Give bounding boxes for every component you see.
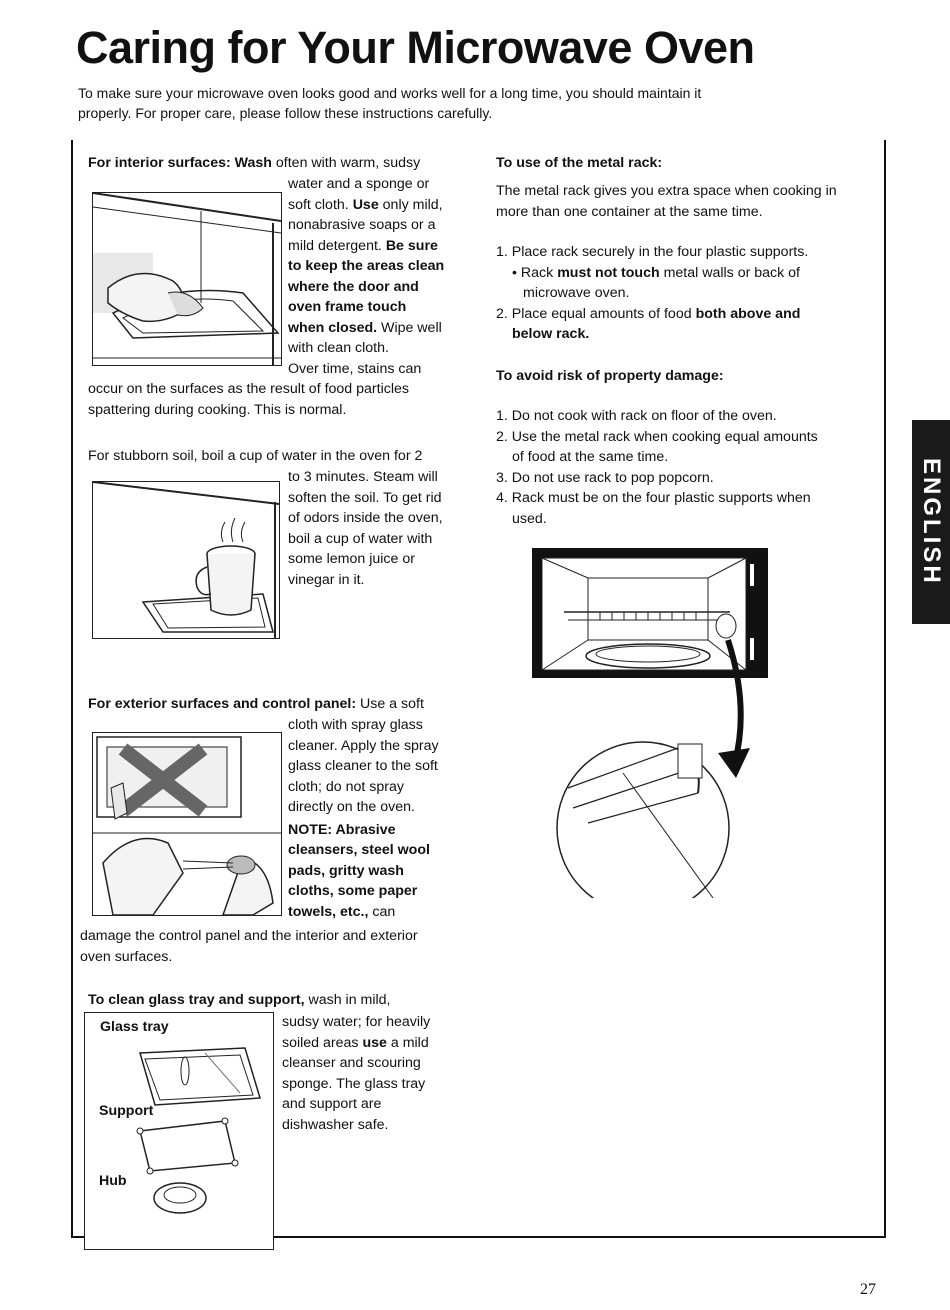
support-label: Support [99,1103,154,1119]
interior-heading-line [88,153,420,174]
damage-heading: To avoid risk of property damage: [496,368,724,384]
rack-heading: To use of the metal rack: [496,155,663,171]
exterior-note-2: cleansers, steel wool [288,842,430,858]
stubborn-line-7: vinegar in it. [288,571,365,588]
interior-line-8: oven frame touch [288,299,407,315]
damage-item: 2. Use the metal rack when cooking equal amounts [496,428,818,445]
interior-wrap-text [288,174,468,379]
interior-line-12: occur on the surfaces as the result of food particles [88,381,409,397]
exterior-line-7: damage the control panel and the interior and exterior [80,928,418,944]
exterior-line-5: cloth; do not spray [288,778,404,795]
glass-tray-label: Glass tray [100,1019,169,1035]
glass-line-4: cleanser and scouring [282,1055,421,1071]
glass-tray-illustration [84,1012,274,1250]
rack-bullet-cont: microwave oven. [523,285,630,301]
exterior-line-6: directly on the oven. [288,799,415,815]
page-title: Caring for Your Microwave Oven [76,22,755,73]
interior-line-6: to keep the areas clean [288,258,445,274]
interior-line-7: where the door and [288,278,419,295]
exterior-heading-line [88,694,424,715]
glass-heading-line [88,990,391,1011]
stubborn-line-5: boil a cup of water with [288,530,433,547]
glass-line-5: sponge. The glass tray [282,1075,426,1092]
interior-line-1: often with warm, sudsy [275,155,421,171]
stubborn-line-4: of odors inside the oven, [288,510,443,526]
exterior-note-1: NOTE: Abrasive [288,821,396,838]
interior-line-4: nonabrasive soaps or a [288,217,436,233]
stubborn-wrap-text [288,467,468,590]
glass-heading: To clean glass tray and support, [88,992,305,1008]
damage-item: 1. Do not cook with rack on floor of the oven. [496,408,777,424]
rack-oven-illustration [528,548,768,898]
interior-heading: For interior surfaces: Wash [88,155,272,171]
stubborn-line-1: For stubborn soil, boil a cup of water in the oven for 2 [88,448,423,464]
exterior-note-5: towels, etc., can [288,903,396,920]
rack-bullet: • Rack must not touch metal walls or back of [512,264,801,281]
interior-line-11: Over time, stains can [288,360,422,377]
exterior-line-1: Use a soft [360,696,424,712]
glass-line-7: dishwasher safe. [282,1116,389,1133]
stubborn-line-6: some lemon juice or [288,551,415,567]
intro-paragraph: To make sure your microwave oven looks good and works well for a long time, you should maintain it properly. For proper care, please follow these instructions carefully. [78,85,702,121]
hub-label: Hub [99,1173,127,1189]
glass-line-6: and support are [282,1096,382,1112]
page-number: 27 [860,1281,876,1298]
exterior-note-3: pads, gritty wash [288,862,404,879]
exterior-tail [80,926,480,967]
interior-line-10: with clean cloth. [288,340,389,356]
interior-line-9: when closed. Wipe well [288,319,442,336]
exterior-heading: For exterior surfaces and control panel: [88,696,357,712]
damage-item: 4. Rack must be on the four plastic supports when [496,490,811,506]
interior-line-5: mild detergent. Be sure [288,237,438,254]
interior-line-2: water and a sponge or [288,176,430,192]
damage-item-cont: used. [512,510,547,527]
exterior-wrap-text [288,715,473,922]
exterior-line-4: glass cleaner to the soft [288,758,438,774]
exterior-line-2: cloth with spray glass [288,717,423,733]
glass-line-3: soiled areas use a mild [282,1034,429,1051]
glass-line-2: sudsy water; for heavily [282,1014,431,1030]
rack-step-2: 2. Place equal amounts of food both above and [496,305,801,322]
exterior-line-8: oven surfaces. [80,948,173,965]
damage-item: 3. Do not use rack to pop popcorn. [496,469,714,486]
rack-steps [496,242,876,345]
damage-item-cont: of food at the same time. [512,449,669,465]
exterior-line-3: cleaner. Apply the spray [288,737,439,754]
damage-list [496,406,876,529]
interior-tail [88,379,478,420]
glass-wrap-text [282,1012,472,1135]
language-tab: ENGLISH [912,420,950,624]
rack-step-2-cont: below rack. [512,326,590,342]
interior-line-3: soft cloth. Use only mild, [288,196,443,213]
interior-wipe-illustration [92,192,282,366]
glass-line-1: wash in mild, [308,992,391,1008]
rack-intro: The metal rack gives you extra space when cooking in more than one container at the same time. [496,183,837,220]
stubborn-line-2: to 3 minutes. Steam will [288,469,438,485]
rack-step-1: 1. Place rack securely in the four plastic supports. [496,244,809,260]
stubborn-line-3: soften the soil. To get rid [288,489,442,506]
interior-line-13: spattering during cooking. This is normal. [88,401,347,418]
exterior-cleaning-illustration [92,732,282,916]
exterior-note-4: cloths, some paper [288,883,418,899]
steam-cup-illustration [92,481,280,639]
